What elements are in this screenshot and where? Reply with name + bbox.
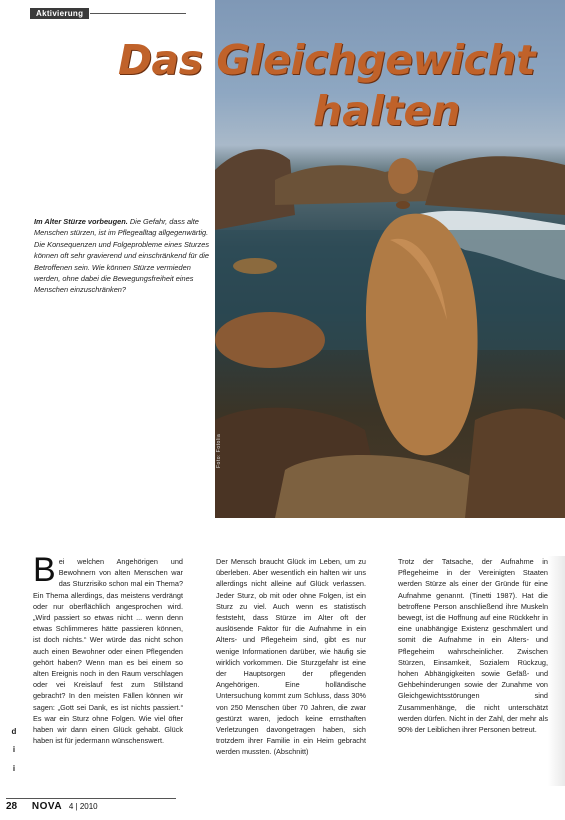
- column-2-text: Der Mensch braucht Glück im Leben, um zu überleben. Aber wesentlich ein halten wir uns allerdings nicht alleine auf Glück verlassen. Jeder Sturz, ob mit oder ohne Folgen, ist ein Sturz zu viel. Auch wenn es statistisch feststeht, dass Stürze im Alter oft der auslösende Faktor für die Aufnahme in ein Alters- und Pflegeheim sind, gibt es nur wenige Informationen darüber, wie häufig sie wirklich vorkommen. Die Sturzgefahr ist eine der Hauptsorgen der pflegenden Angehörigen. Eine holländische Untersuchung kommt zum Schluss, dass 30% von 250 Menschen über 70 Jahren, die zwar gestürzt waren, jedoch keine ernsthaften Verletzungen davongetragen haben, sich trotzdem ihrer Familie in ein Heim gebracht werden mussten. (Abschnitt): [216, 557, 366, 757]
- text-column-1: [33, 551, 183, 746]
- right-rocks: [425, 156, 565, 215]
- article-title: [118, 36, 565, 135]
- text-column-3: [398, 556, 548, 735]
- column-3-text: Trotz der Tatsache, der Aufnahme in Pflegeheime in der Vereinigten Staaten werden Stürze als einer der Gründe für eine Aufnahme genannt. (Tinetti 1987). Hat die betroffene Person anschließend ihre Muskeln bewegt, ist die Hoffnung auf eine Rückkehr in eine unabhängige Existenz geschmälert und somit die Aufnahme in ein Alters- und Pflegeheim wahrscheinlicher. Zwischen Stürzen, Einsamkeit, Sozialem Rückzug, hohen Abhängigkeiten sowie Gefäß- und Gehbehinderungen sowie der Zunahme von Gleichgewichtsstörungen sind Zusammenhänge, die nicht unterschätzt werden dürfen. Nicht in der Zahl, der mehr als 90% der Leiblichen ihrer Personen betreut.: [398, 557, 548, 735]
- rubric-rule: [90, 13, 186, 14]
- side-mark-1: d: [11, 727, 17, 736]
- page-footer: [6, 801, 98, 812]
- binding-shadow: [548, 556, 565, 786]
- issue-number: 4 | 2010: [68, 802, 98, 811]
- title-line-1: Das Gleichgewicht: [118, 36, 536, 84]
- article-intro: [34, 216, 210, 296]
- drop-cap: B: [33, 551, 56, 589]
- side-mark-2: i: [12, 745, 16, 754]
- intro-lead: Im Alter Stürze vorbeugen.: [34, 217, 128, 226]
- foreground-rocks-right: [465, 408, 565, 518]
- section-rubric: Aktivierung: [30, 8, 89, 19]
- text-column-2: [216, 556, 366, 758]
- balanced-top-stone: [388, 158, 418, 194]
- footer-rule: [6, 798, 176, 799]
- column-1-text: ei welchen Angehörigen und Bewohnern von alten Menschen war das Sturzrisiko schon mal ein Thema? Ein Thema allerdings, das meistens verdrängt oder nur oberflächlich angesprochen wird. „Wird passiert so etwas nicht ... wenn denn etwas Schlimmeres hätte passieren können, ist doch nichts.“ Wer würde das nicht schon auch einen Bewohner oder einen Pflegenden gehört haben? Wenn man es bei einem so alten Ereignis noch in den Raum verschlagen oder vei Kreislauf fest zum Stillstand gebracht? In den meisten Fällen können wir sagen: „Gott sei Dank, es ist nichts passiert.“ Es war ein Sturz ohne Folgen. Wie viel öfter haben wir dann einen Glück gehabt. Glück haben ist für jedermann wünschenswert.: [33, 557, 183, 746]
- magazine-name: NOVA: [31, 801, 63, 812]
- small-stone: [233, 258, 277, 274]
- page-number: 28: [6, 801, 18, 812]
- intro-body: Die Gefahr, dass alte Menschen stürzen, ist im Pflegealltag allgegenwärtig. Die Konsequenzen und Folgeprobleme eines Sturzes können oft sehr gravierend und einschränkend für die Betroffenen sein. Wie können Stürze vermieden werden, ohne dabei die Bewegungsfreiheit eines Menschen einzuschränken?: [34, 217, 210, 295]
- photo-credit: Foto: Fotolia: [216, 433, 222, 468]
- side-mark-3: i: [12, 764, 16, 773]
- balancing-pebble: [396, 201, 410, 209]
- foreground-stone-left: [215, 312, 325, 368]
- balanced-large-stone: [366, 214, 478, 456]
- title-line-2: halten: [313, 87, 461, 135]
